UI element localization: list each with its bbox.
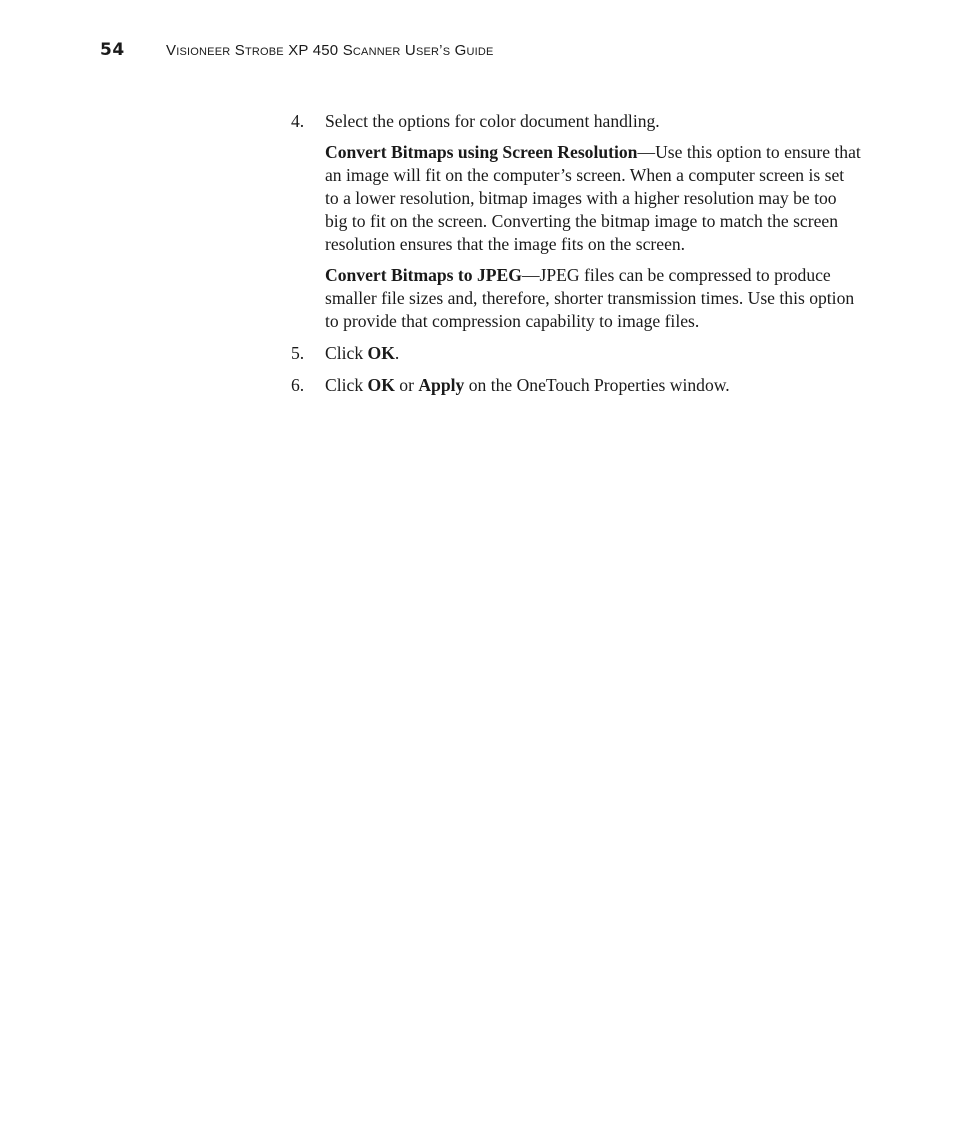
page-header	[100, 40, 494, 64]
option-term: Convert Bitmaps using Screen Resolution	[325, 142, 638, 162]
step-number: 4.	[291, 111, 305, 131]
running-title: Visioneer Strobe XP 450 Scanner User’s Guide	[166, 42, 494, 59]
ok-label: OK	[367, 375, 395, 395]
step-text-suffix: on the OneTouch Properties window.	[464, 375, 730, 395]
option-term: Convert Bitmaps to JPEG	[325, 265, 522, 285]
step-number: 6.	[291, 375, 305, 395]
step-number: 5.	[291, 343, 305, 363]
step-text-middle: or	[394, 375, 419, 395]
step-text: Select the options for color document handling.	[325, 111, 660, 131]
step-text-suffix: .	[394, 343, 400, 363]
step-4	[291, 110, 861, 333]
step-text-prefix: Click	[325, 343, 368, 363]
document-body	[291, 110, 861, 406]
step-text	[325, 374, 730, 397]
option-screen-resolution	[325, 141, 861, 256]
option-description: —JPEG files can be compressed to produce smaller file sizes and, therefore, shorter transmission times. Use this option to provide that compression capability to image files.	[325, 265, 855, 331]
step-5	[291, 342, 861, 365]
step-text-prefix: Click	[325, 375, 368, 395]
option-description: —Use this option to ensure that an image will fit on the computer’s screen. When a computer screen is set to a lower resolution, bitmap images with a higher resolution may be too big to fit on the screen. Converting the bitmap image to match the screen resolution ensures that the image fits on the screen.	[325, 142, 861, 254]
ok-label: OK	[367, 343, 395, 363]
step-6	[291, 374, 861, 397]
page-number: 54	[100, 40, 125, 60]
option-jpeg	[325, 264, 861, 333]
apply-label: Apply	[418, 375, 465, 395]
step-text	[325, 342, 399, 365]
